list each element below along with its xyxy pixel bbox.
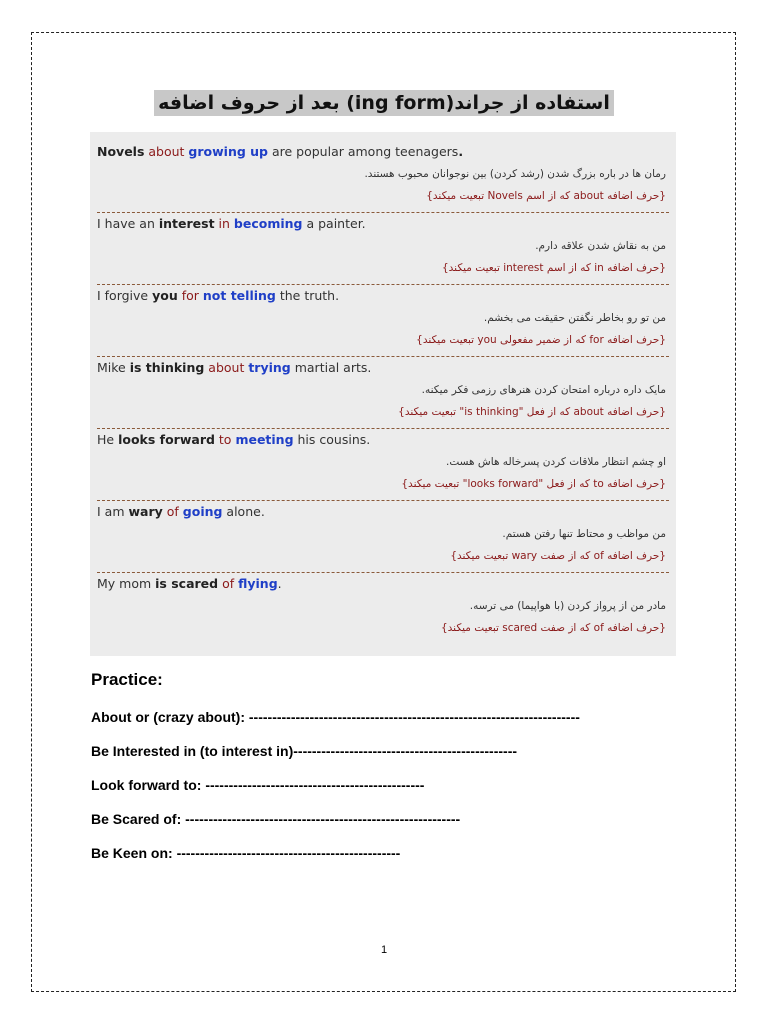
preposition-word: about: [144, 144, 189, 159]
example-persian-translation: او چشم انتظار ملاقات کردن پسرخاله هاش هست.: [446, 456, 666, 468]
example-persian-translation: من تو رو بخاطر نگفتن حقیقت می بخشم.: [483, 312, 666, 324]
sentence-text: a painter.: [302, 216, 366, 231]
sentence-text: I forgive: [97, 288, 153, 303]
example-item: [97, 432, 669, 501]
example-item: [97, 360, 669, 429]
example-grammar-note: {حرف اضافه for که از ضمیر مفعولی you تبعیت میکند}: [416, 334, 666, 346]
example-english-sentence: [97, 216, 366, 231]
key-word: you: [152, 288, 178, 303]
practice-line-about: About or (crazy about): -----------------------------------------------------------------------: [91, 709, 580, 725]
key-word: .: [458, 144, 464, 159]
example-persian-translation: من به نقاش شدن علاقه دارم.: [535, 240, 666, 252]
example-english-sentence: [97, 432, 370, 447]
example-grammar-note: {حرف اضافه of که از صفت scared تبعیت میکند}: [440, 622, 666, 634]
gerund-word: meeting: [235, 432, 294, 447]
sentence-text: his cousins.: [293, 432, 371, 447]
example-grammar-note: {حرف اضافه of که از صفت wary تبعیت میکند}: [450, 550, 666, 562]
practice-line-keen: Be Keen on: ------------------------------------------------: [91, 845, 401, 861]
gerund-word: going: [182, 504, 223, 519]
example-english-sentence: [97, 576, 282, 591]
sentence-text: are popular among teenagers: [268, 144, 459, 159]
example-english-sentence: [97, 144, 463, 159]
example-grammar-note: {حرف اضافه to که از فعل "looks forward" تبعیت میکند}: [401, 478, 666, 490]
practice-heading: Practice:: [91, 670, 163, 689]
key-word: is scared: [155, 576, 219, 591]
example-persian-translation: من مواظب و محتاط تنها رفتن هستم.: [502, 528, 666, 540]
practice-line-look-forward: Look forward to: -----------------------------------------------: [91, 777, 425, 793]
practice-line-scared: Be Scared of: -----------------------------------------------------------: [91, 811, 461, 827]
example-grammar-note: {حرف اضافه about که از فعل "is thinking" تبعیت میکند}: [398, 406, 666, 418]
sentence-text: the truth.: [275, 288, 340, 303]
example-persian-translation: مادر من از پرواز کردن (با هواپیما) می ترسه.: [469, 600, 666, 612]
sentence-text: martial arts.: [290, 360, 372, 375]
sentence-text: My mom: [97, 576, 156, 591]
key-word: wary: [128, 504, 163, 519]
key-word: Novels: [97, 144, 145, 159]
page-title-text: استفاده از جراند(ing form) بعد از حروف اضافه: [154, 90, 614, 116]
example-persian-translation: رمان ها در باره بزرگ شدن (رشد کردن) بین نوجوانان محبوب هستند.: [364, 168, 666, 180]
example-grammar-note: {حرف اضافه in که از اسم interest تبعیت میکند}: [441, 262, 666, 274]
example-item: [97, 216, 669, 285]
gerund-word: not telling: [202, 288, 276, 303]
preposition-word: of: [218, 576, 239, 591]
examples-box: [90, 132, 676, 656]
sentence-text: Mike: [97, 360, 130, 375]
preposition-word: to: [214, 432, 236, 447]
preposition-word: of: [162, 504, 183, 519]
page-number: 1: [380, 944, 388, 956]
sentence-text: I am: [97, 504, 129, 519]
sentence-text: .: [277, 576, 282, 591]
preposition-word: for: [177, 288, 203, 303]
example-grammar-note: {حرف اضافه about که از اسم Novels تبعیت میکند}: [426, 190, 666, 202]
sentence-text: alone.: [222, 504, 265, 519]
preposition-word: about: [204, 360, 249, 375]
example-item: [97, 144, 669, 213]
page-title: [0, 92, 768, 114]
sentence-text: He: [97, 432, 119, 447]
example-english-sentence: [97, 288, 339, 303]
key-word: is thinking: [129, 360, 205, 375]
example-english-sentence: [97, 504, 265, 519]
practice-line-interested: Be Interested in (to interest in)------------------------------------------------: [91, 743, 518, 759]
preposition-word: in: [214, 216, 234, 231]
example-item: [97, 504, 669, 573]
key-word: looks forward: [118, 432, 215, 447]
gerund-word: becoming: [233, 216, 303, 231]
sentence-text: I have an: [97, 216, 159, 231]
example-item: [97, 576, 669, 644]
gerund-word: flying: [238, 576, 278, 591]
gerund-word: growing up: [188, 144, 268, 159]
example-english-sentence: [97, 360, 371, 375]
example-item: [97, 288, 669, 357]
key-word: interest: [158, 216, 215, 231]
example-persian-translation: مایک داره درباره امتحان کردن هنرهای رزمی فکر میکنه.: [421, 384, 666, 396]
gerund-word: trying: [248, 360, 291, 375]
